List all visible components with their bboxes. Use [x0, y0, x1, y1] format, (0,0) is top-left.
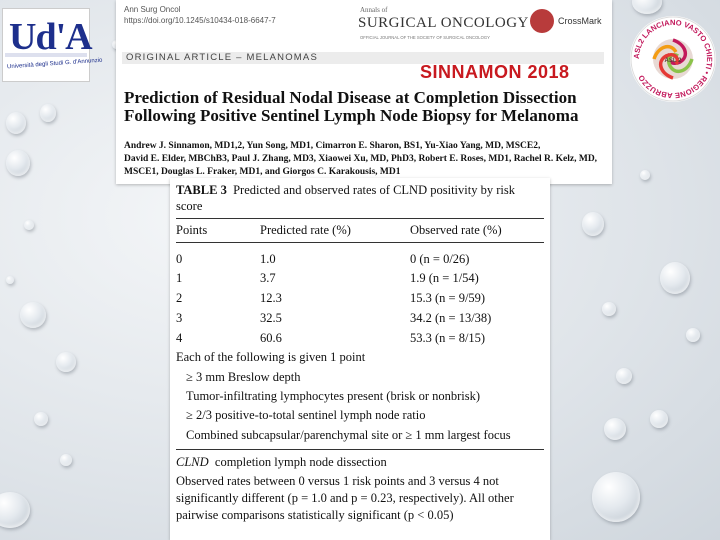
table-bottom-rule	[176, 449, 544, 450]
row-points: 4	[176, 331, 183, 345]
table-top-rule	[176, 218, 544, 219]
row-predicted: 32.5	[260, 311, 282, 325]
decorative-drop	[632, 0, 662, 14]
crossmark-label: CrossMark	[558, 16, 602, 26]
row-predicted: 3.7	[260, 271, 276, 285]
footnote-clnd	[176, 455, 387, 470]
decorative-drop	[686, 328, 700, 342]
uda-logo-text: Ud'A	[9, 16, 92, 58]
citation-journal: Ann Surg Oncol	[124, 5, 181, 14]
row-points: 1	[176, 271, 183, 285]
decorative-drop	[24, 220, 34, 230]
authors-line1: Andrew J. Sinnamon, MD1,2, Yun Song, MD1, Cimarron E. Sharon, BS1, Yu-Xiao Yang, MD, MSCE2,	[124, 141, 541, 151]
table-caption-text: Predicted and observed rates of CLND positivity by risk	[233, 183, 515, 197]
criterion-item: ≥ 2/3 positive-to-total sentinel lymph node ratio	[186, 408, 426, 422]
note-line2: significantly different (p = 1.0 and p = 0.23, respectively). All other	[176, 491, 514, 505]
row-observed: 1.9 (n = 1/54)	[410, 271, 479, 285]
decorative-drop	[6, 150, 30, 176]
decorative-drop	[0, 492, 30, 528]
asl-center-text: ASL 2	[664, 58, 682, 64]
row-predicted: 1.0	[260, 252, 276, 266]
decorative-drop	[604, 418, 626, 440]
article-title-line2: Following Positive Sentinel Lymph Node Biopsy for Melanoma	[124, 106, 579, 125]
asl-logo-emblem	[630, 16, 716, 102]
journal-subtitle: OFFICIAL JOURNAL OF THE SOCIETY OF SURGICAL ONCOLOGY	[360, 35, 490, 40]
decorative-drop	[602, 302, 616, 316]
note-line3: pairwise comparisons statistically significant (p < 0.05)	[176, 508, 454, 522]
citation-doi: https://doi.org/10.1245/s10434-018-6647-7	[124, 16, 276, 25]
footnote-definition: completion lymph node dissection	[214, 455, 387, 469]
decorative-drop	[616, 368, 632, 384]
criterion-item: Tumor-infiltrating lymphocytes present (brisk or nonbrisk)	[186, 389, 481, 403]
col-header-points: Points	[176, 223, 208, 237]
decorative-drop	[660, 262, 690, 294]
row-predicted: 12.3	[260, 291, 282, 305]
decorative-drop	[640, 170, 650, 180]
uda-university-logo	[2, 8, 103, 82]
decorative-drop	[582, 212, 604, 236]
sinnamon-overlay-label: SINNAMON 2018	[420, 62, 570, 82]
note-line1: Observed rates between 0 versus 1 risk points and 3 versus 4 not	[176, 474, 499, 488]
decorative-drop	[56, 352, 76, 372]
row-observed: 0 (n = 0/26)	[410, 252, 470, 266]
decorative-drop	[34, 412, 48, 426]
table-caption-line1	[176, 183, 515, 198]
criterion-item: Combined subcapsular/parenchymal site or ≥ 1 mm largest focus	[186, 428, 511, 442]
criterion-item: ≥ 3 mm Breslow depth	[186, 370, 301, 384]
row-predicted: 60.6	[260, 331, 282, 345]
row-observed: 53.3 (n = 8/15)	[410, 331, 486, 345]
decorative-drop	[650, 410, 668, 428]
row-points: 3	[176, 311, 183, 325]
journal-name: SURGICAL ONCOLOGY	[358, 15, 529, 31]
authors-line2: David E. Elder, MBChB3, Paul J. Zhang, MD3, Xiaowei Xu, MD, PhD3, Robert E. Roses, MD1, Rachel R. Kelz, MD,	[124, 154, 598, 164]
row-points: 2	[176, 291, 183, 305]
decorative-drop	[6, 276, 14, 284]
authors-line3: MSCE1, Douglas L. Fraker, MD1, and Giorgos C. Karakousis, MD1	[124, 167, 401, 177]
crossmark-icon	[530, 9, 554, 33]
row-observed: 34.2 (n = 13/38)	[410, 311, 492, 325]
decorative-drop	[40, 104, 56, 122]
decorative-drop	[20, 302, 46, 328]
table-header-rule	[176, 242, 544, 243]
decorative-drop	[6, 112, 26, 134]
article-title-line1: Prediction of Residual Nodal Disease at Completion Dissection	[124, 88, 577, 107]
journal-small-label: Annals of	[360, 6, 388, 14]
section-banner: ORIGINAL ARTICLE – MELANOMAS	[122, 52, 604, 64]
col-header-predicted: Predicted rate (%)	[260, 223, 351, 237]
asl-ring-text: ASL2 LANCIANO VASTO CHIETI • REGIONE ABRUZZO	[631, 17, 715, 101]
uda-logo-subtext: Università degli Studi G. d'Annunzio	[6, 57, 103, 71]
asl-lanciano-logo	[630, 16, 716, 102]
criteria-intro: Each of the following is given 1 point	[176, 350, 366, 364]
row-observed: 15.3 (n = 9/59)	[410, 291, 486, 305]
decorative-drop	[592, 472, 640, 522]
decorative-drop	[60, 454, 72, 466]
table-caption-label: TABLE 3	[176, 183, 227, 197]
col-header-observed: Observed rate (%)	[410, 223, 502, 237]
footnote-abbr: CLND	[176, 455, 209, 469]
row-points: 0	[176, 252, 183, 266]
table-caption-line2: score	[176, 199, 203, 213]
